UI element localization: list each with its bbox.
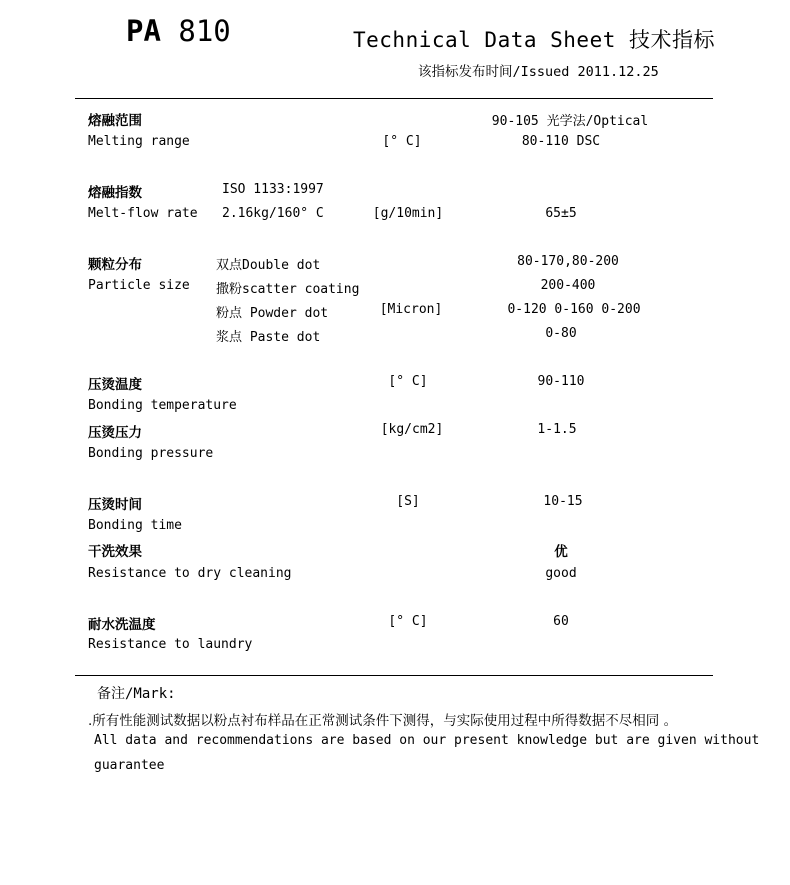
melt-flow-value: 65±5 [545,206,577,221]
remarks-text-en-line1: All data and recommendations are based on our present knowledge but are given without [94,733,760,748]
particle-item-label: 撒粉scatter coating [216,282,360,297]
melting-range-label-en: Melting range [88,134,190,149]
laundry-value: 60 [553,614,569,629]
laundry-label-en: Resistance to laundry [88,637,253,652]
dry-cleaning-label-en: Resistance to dry cleaning [88,566,292,581]
remarks-text-cn: .所有性能测试数据以粉点衬布样品在正常测试条件下测得，与实际使用过程中所得数据不尽相同 。 [88,713,678,729]
bonding-temperature-label-cn: 压烫温度 [88,377,142,393]
melting-range-value-optical: 90-105 光学法/Optical [491,114,649,129]
bonding-time-label-cn: 压烫时间 [88,497,142,513]
particle-size-label-cn: 颗粒分布 [88,257,142,273]
bonding-temperature-value: 90-110 [537,374,585,389]
bottom-divider [75,675,713,676]
particle-item-value: 0-80 [545,326,577,341]
particle-item-label: 粉点 Powder dot [216,306,329,321]
bonding-pressure-label-en: Bonding pressure [88,446,214,461]
document-title: Technical Data Sheet 技术指标 [353,28,716,52]
particle-item-label: 双点Double dot [216,258,321,273]
dry-cleaning-value-en: good [545,566,577,581]
top-divider [75,98,713,99]
remarks-title: 备注/Mark: [97,686,176,702]
bonding-time-value: 10-15 [543,494,583,509]
particle-item-value: 0-120 0-160 0-200 [507,302,641,317]
melting-range-unit: [° C] [382,134,422,149]
melt-flow-standard: ISO 1133:1997 [222,182,324,197]
particle-size-unit: [Micron] [379,302,443,317]
issued-date: 该指标发布时间/Issued 2011.12.25 [418,64,659,80]
melt-flow-condition: 2.16kg/160° C [222,206,324,221]
particle-size-label-en: Particle size [88,278,190,293]
melt-flow-label-en: Melt-flow rate [88,206,198,221]
dry-cleaning-label-cn: 干洗效果 [88,544,142,560]
bonding-pressure-unit: [kg/cm2] [380,422,444,437]
melt-flow-label-cn: 熔融指数 [88,185,142,201]
bonding-time-unit: [S] [396,494,420,509]
particle-item-value: 80-170,80-200 [517,254,619,269]
remarks-text-en-line2: guarantee [94,758,165,773]
melting-range-value-dsc: 80-110 DSC [521,134,601,149]
bonding-temperature-unit: [° C] [388,374,428,389]
laundry-label-cn: 耐水洗温度 [88,617,156,633]
bonding-pressure-label-cn: 压烫压力 [88,425,142,441]
product-name [126,14,231,48]
bonding-temperature-label-en: Bonding temperature [88,398,237,413]
product-number: 810 [178,14,231,48]
bonding-time-label-en: Bonding time [88,518,182,533]
particle-item-label: 浆点 Paste dot [216,330,321,345]
laundry-unit: [° C] [388,614,428,629]
particle-item-value: 200-400 [540,278,596,293]
melt-flow-unit: [g/10min] [372,206,444,221]
dry-cleaning-value-cn: 优 [554,544,568,560]
bonding-pressure-value: 1-1.5 [537,422,577,437]
product-code: PA [126,14,161,48]
melting-range-label-cn: 熔融范围 [88,113,142,129]
